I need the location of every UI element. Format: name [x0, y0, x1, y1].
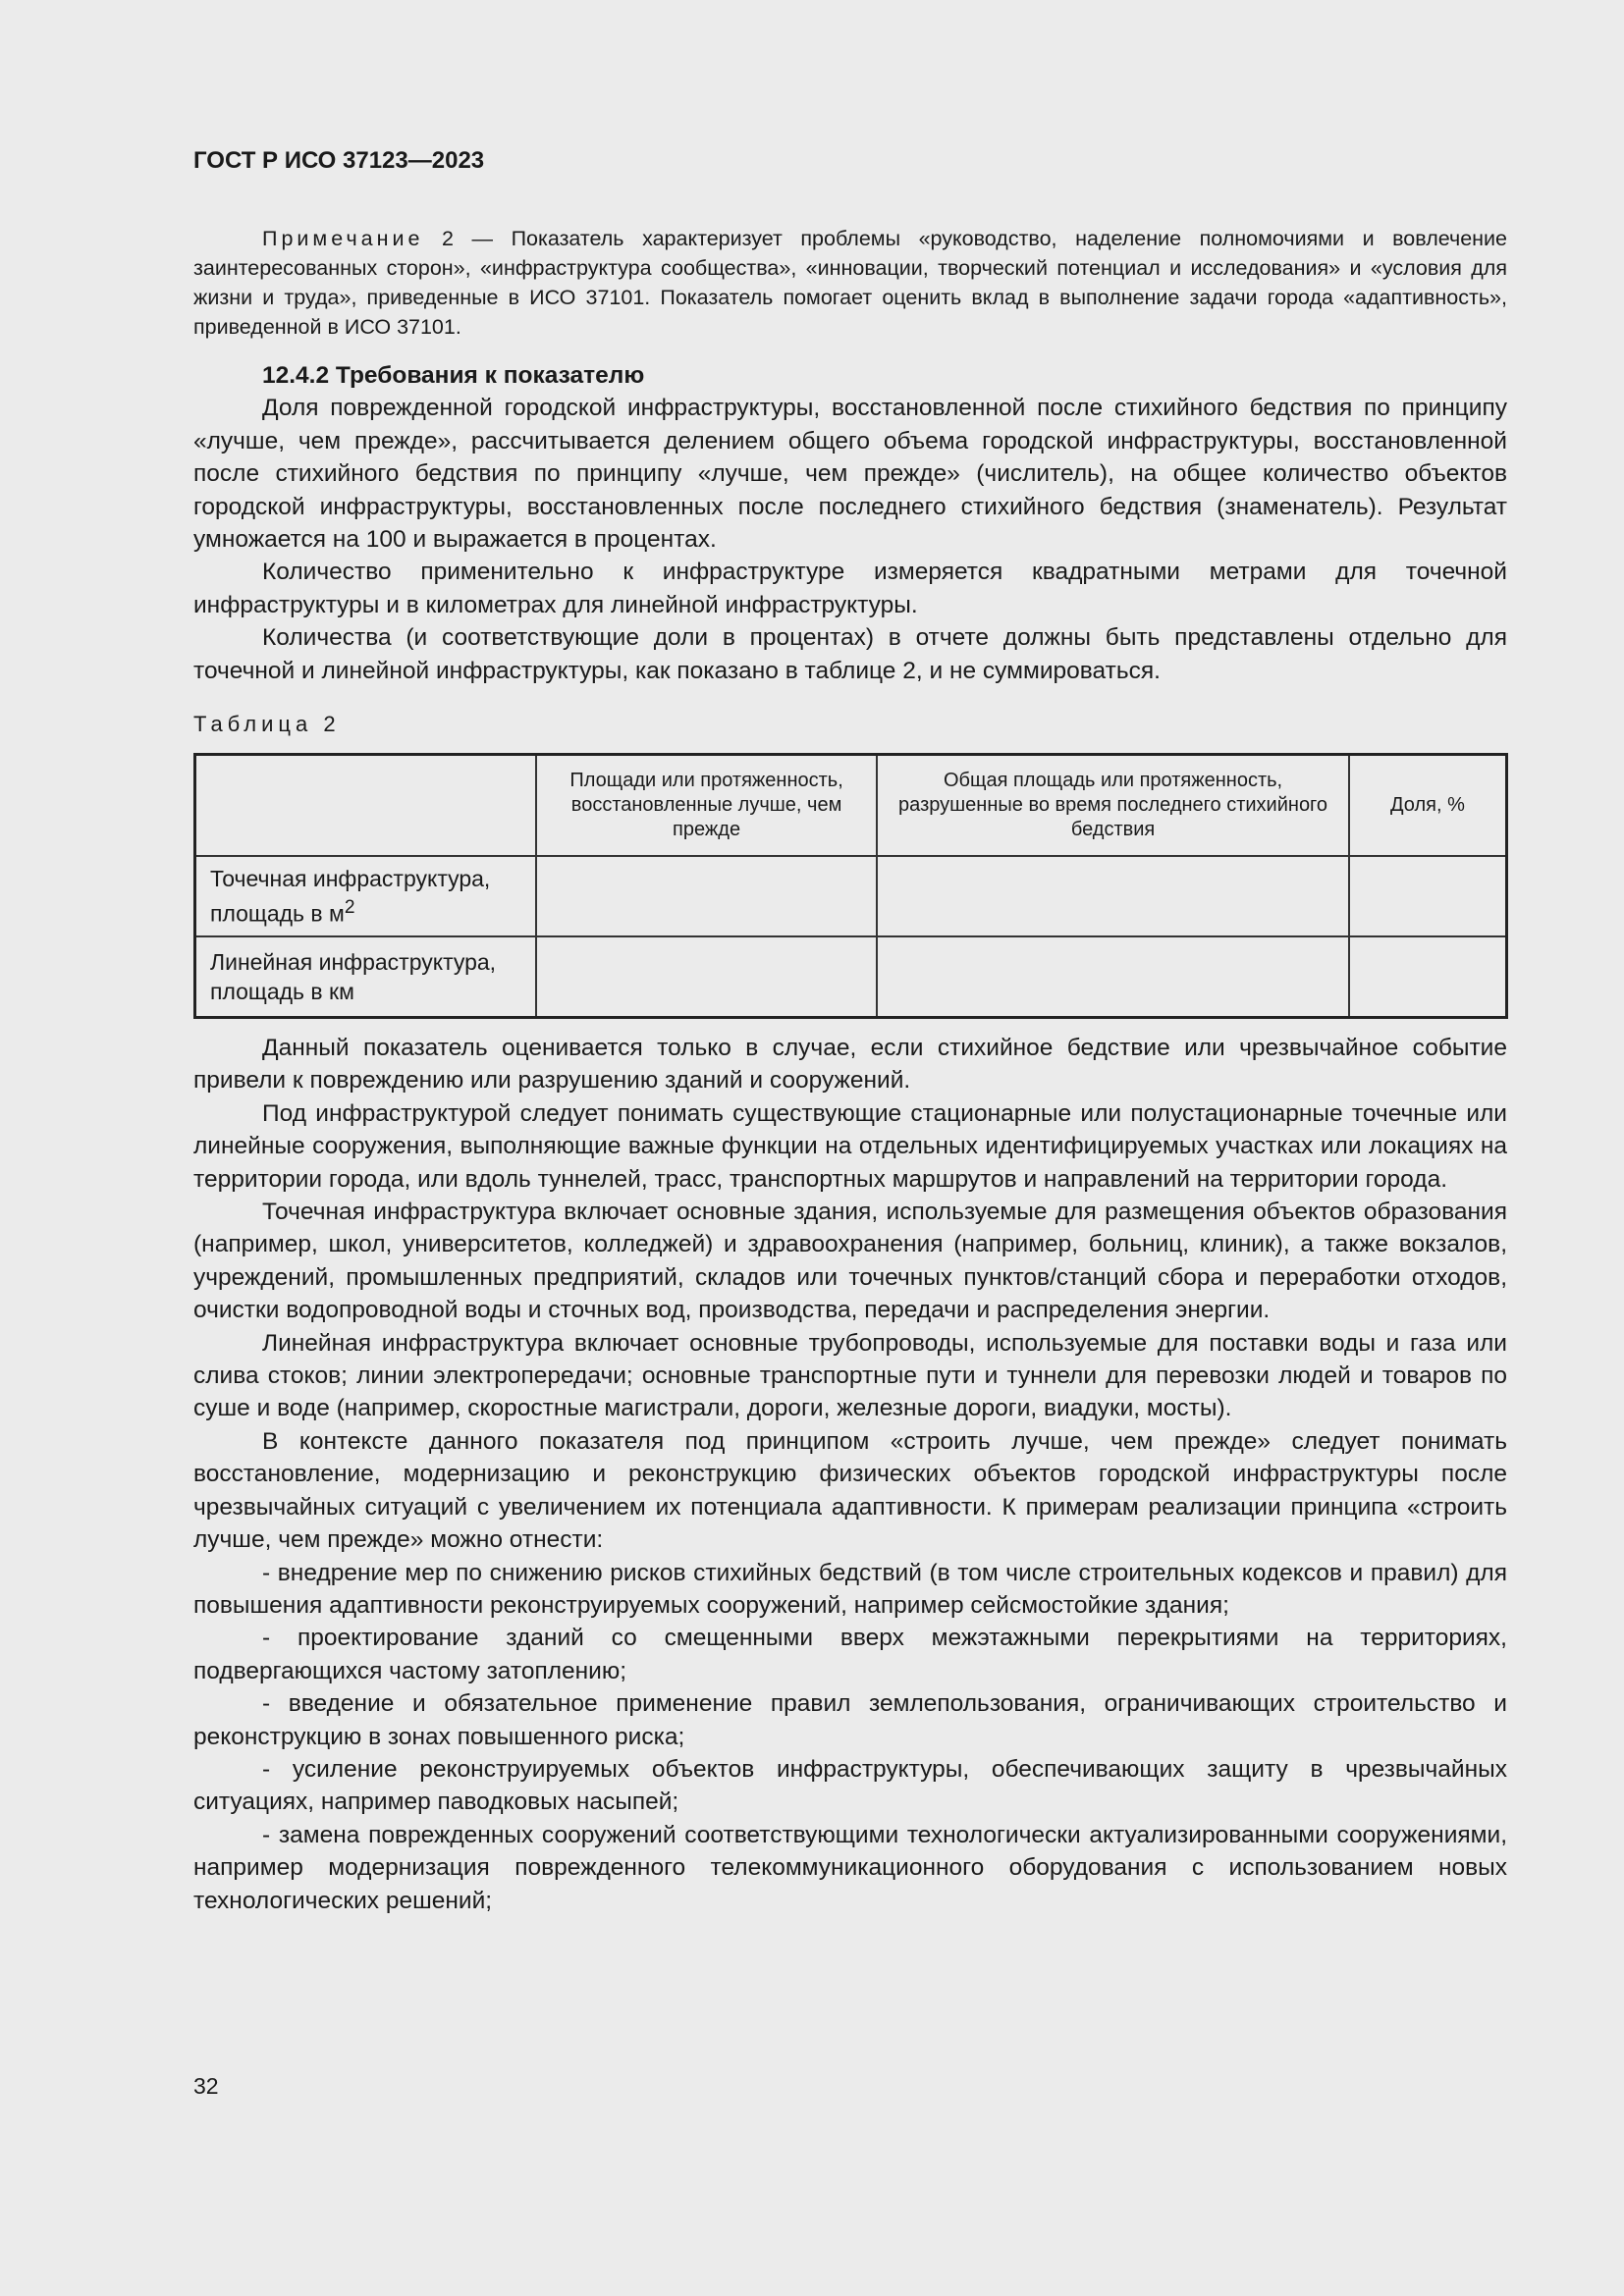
- list-item: - введение и обязательное применение правил землепользования, ограничивающих строительство и реконструкцию в зонах повышенного риска;: [193, 1690, 1507, 1750]
- note-label: Примечание: [262, 227, 424, 250]
- body-paragraph: Точечная инфраструктура включает основные здания, используемые для размещения объектов образования (например, школ, университетов, колледжей) и здравоохранения (например, больниц, клиник), а также вокзалов, учреждений, промышленных предприятий, складов или точечных пунктов/станций сбора и переработки отходов, очистки водопроводной воды и сточных вод, производства, передачи и распределения энергии.: [193, 1199, 1507, 1324]
- section-block: [193, 359, 1507, 687]
- superscript: 2: [344, 897, 355, 919]
- document-header: ГОСТ Р ИСО 37123—2023: [193, 147, 485, 174]
- section-paragraph: Доля поврежденной городской инфраструктуры, восстановленной после стихийного бедствия по принципу «лучше, чем прежде», рассчитывается делением общего объема городской инфраструктуры, восстановленной после стихийного бедствия по принципу «лучше, чем прежде» (числитель), на общее количество объектов городской инфраструктуры, восстановленных после последнего стихийного бедствия (знаменатель). Результат умножается на 100 и выражается в процентах.: [193, 395, 1507, 554]
- table-header-cell: Площади или протяженность, восстановленные лучше, чем прежде: [536, 755, 877, 857]
- table-row: [195, 856, 1507, 936]
- table-header-cell: Доля, %: [1349, 755, 1507, 857]
- list-item: - замена поврежденных сооружений соответствующими технологически актуализированными сооружениями, например модернизация поврежденного телекоммуникационного оборудования с использованием новых технологических решений;: [193, 1821, 1507, 1914]
- table-cell: [1349, 856, 1507, 936]
- table-row: [195, 936, 1507, 1018]
- section-paragraph: Количество применительно к инфраструктуре измеряется квадратными метрами для точечной инфраструктуры и в километрах для линейной инфраструктуры.: [193, 559, 1507, 618]
- list-item: - проектирование зданий со смещенными вверх межэтажными перекрытиями на территориях, подвергающихся частому затоплению;: [193, 1625, 1507, 1684]
- list-item: - внедрение мер по снижению рисков стихийных бедствий (в том числе строительных кодексов и правил) для повышения адаптивности реконструируемых сооружений, например сейсмостойкие здания;: [193, 1559, 1507, 1619]
- table-cell: [877, 856, 1349, 936]
- row-label-cell: [195, 856, 536, 936]
- page-number: 32: [193, 2073, 219, 2099]
- list-item: - усиление реконструируемых объектов инфраструктуры, обеспечивающих защиту в чрезвычайных ситуациях, например паводковых насыпей;: [193, 1755, 1507, 1816]
- body-paragraph: Данный показатель оценивается только в случае, если стихийное бедствие или чрезвычайное событие привели к повреждению или разрушению зданий и сооружений.: [193, 1035, 1507, 1095]
- section-title: 12.4.2 Требования к показателю: [262, 362, 645, 389]
- table-header-cell: [195, 755, 536, 857]
- note-text: 2 — Показатель характеризует проблемы «руководство, наделение полномочиями и вовлечение заинтересованных сторон», «инфраструктура сообщества», «инновации, творческий потенциал и исследования» и «условия для жизни и труда», приведенные в ИСО 37101. Показатель помогает оценить вклад в выполнение задачи города «адаптивность», приведенной в ИСО 37101.: [193, 227, 1507, 339]
- row-label: Точечная инфраструктура, площадь в м: [210, 866, 491, 927]
- table-caption: Таблица 2: [193, 712, 341, 736]
- body-paragraph: Под инфраструктурой следует понимать существующие стационарные или полустационарные точечные или линейные сооружения, выполняющие важные функции на отдельных идентифицируемых участках или локациях на территории города, или вдоль туннелей, трасс, транспортных маршрутов и направлений на территории города.: [193, 1099, 1507, 1193]
- table-cell: [1349, 936, 1507, 1018]
- row-label-cell: [195, 936, 536, 1018]
- table-header-cell: Общая площадь или протяженность, разрушенные во время последнего стихийного бедствия: [877, 755, 1349, 857]
- infrastructure-table: [193, 753, 1508, 1019]
- main-text-block: [193, 1032, 1507, 1917]
- body-paragraph: В контексте данного показателя под принципом «строить лучше, чем прежде» следует понимать восстановление, модернизацию и реконструкцию физических объектов городской инфраструктуры после чрезвычайных ситуаций с увеличением их потенциала адаптивности. К примерам реализации принципа «строить лучше, чем прежде» можно отнести:: [193, 1427, 1507, 1554]
- table-cell: [536, 856, 877, 936]
- row-label: Линейная инфраструктура, площадь в км: [210, 949, 497, 1004]
- body-paragraph: Линейная инфраструктура включает основные трубопроводы, используемые для поставки воды и газа или слива стоков; линии электропередачи; основные транспортные пути и туннели для перевозки людей и товаров по суше и воде (например, скоростные магистрали, дороги, железные дороги, виадуки, мосты).: [193, 1329, 1507, 1422]
- section-paragraph: Количества (и соответствующие доли в процентах) в отчете должны быть представлены отдельно для точечной и линейной инфраструктуры, как показано в таблице 2, и не суммироваться.: [193, 624, 1507, 684]
- table-header-row: [195, 755, 1507, 857]
- table-cell: [877, 936, 1349, 1018]
- table-cell: [536, 936, 877, 1018]
- note-paragraph: [193, 224, 1507, 342]
